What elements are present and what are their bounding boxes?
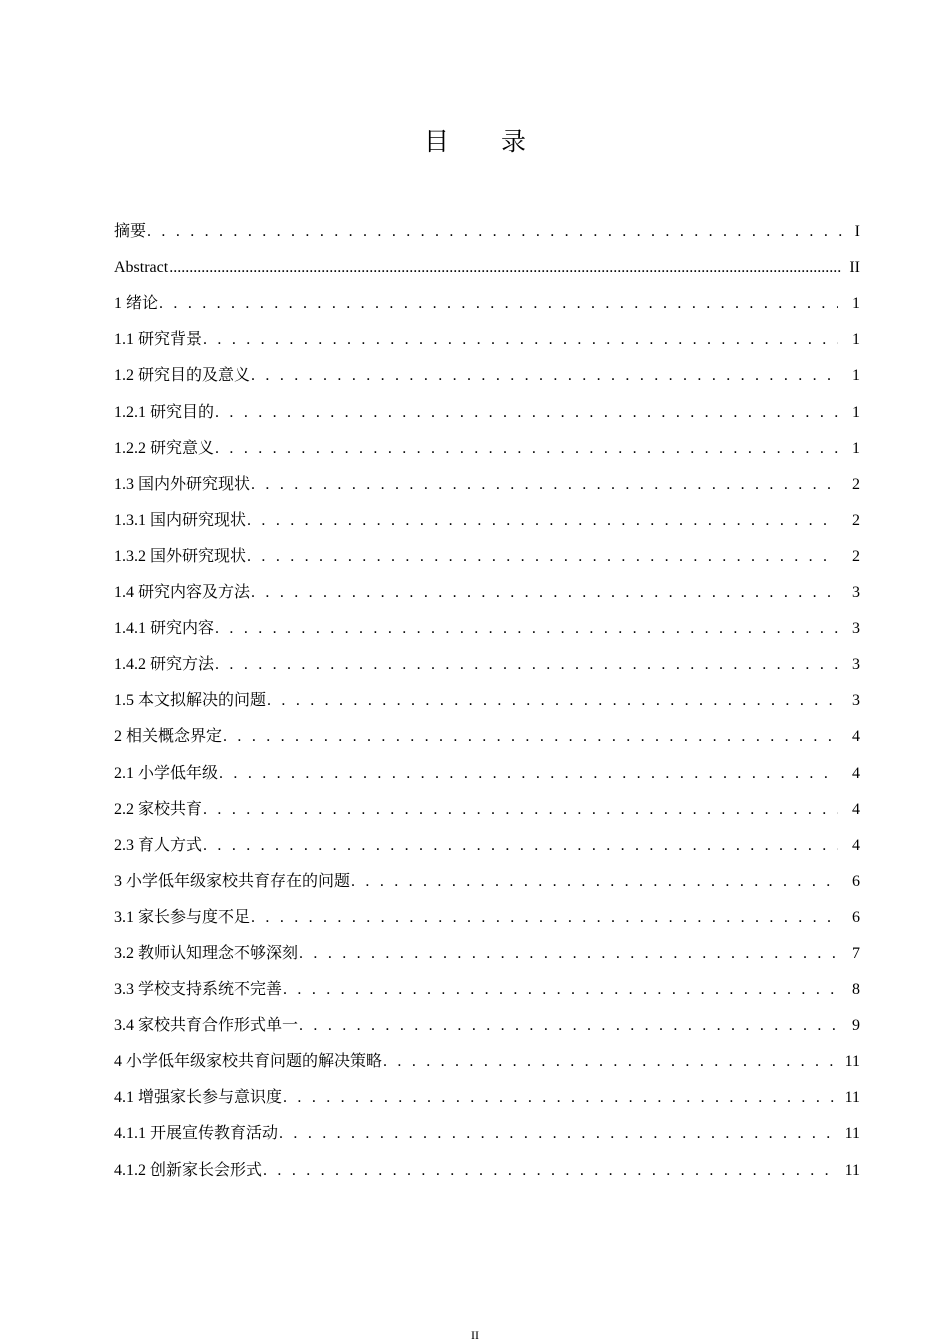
toc-entry-page: 4	[852, 728, 860, 746]
toc-entry-page: 1	[852, 367, 860, 385]
toc-entry-page: 1	[852, 403, 860, 421]
toc-entry-page: 4	[852, 800, 860, 818]
toc-dot-leader	[246, 547, 838, 567]
toc-dot-leader	[250, 908, 838, 928]
toc-dot-leader	[298, 944, 838, 964]
toc-entry-label: 1 绪论	[114, 295, 159, 313]
toc-dot-leader	[250, 583, 838, 603]
toc-entry-page: 3	[852, 584, 860, 602]
toc-dot-leader	[218, 764, 838, 784]
toc-entry-label: 1.2.1 研究目的	[114, 403, 215, 421]
toc-entry[interactable]	[114, 495, 860, 531]
toc-entry[interactable]	[114, 1072, 860, 1108]
toc-entry[interactable]	[114, 459, 860, 495]
toc-entry-label: 3.2 教师认知理念不够深刻	[114, 944, 299, 962]
toc-entry[interactable]	[114, 711, 860, 747]
toc-entry[interactable]	[114, 206, 860, 242]
toc-entry-label: 2.3 育人方式	[114, 836, 203, 854]
toc-entry-page: 2	[852, 511, 860, 529]
toc-dot-leader	[246, 511, 838, 531]
toc-entry-label: 3.1 家长参与度不足	[114, 908, 251, 926]
toc-entry-label: 4.1 增强家长参与意识度	[114, 1089, 283, 1107]
toc-dot-leader	[222, 727, 838, 747]
toc-entry-label: 1.3.2 国外研究现状	[114, 547, 247, 565]
toc-entry[interactable]	[114, 350, 860, 386]
toc-entry-page: II	[849, 259, 860, 277]
toc-entry[interactable]	[114, 820, 860, 856]
toc-dot-leader	[214, 619, 838, 639]
toc-entry[interactable]	[114, 1036, 860, 1072]
toc-entry-page: 2	[852, 475, 860, 493]
toc-entry-page: 11	[844, 1053, 860, 1071]
toc-entry-label: 3.4 家校共育合作形式单一	[114, 1017, 299, 1035]
toc-entry[interactable]	[114, 1000, 860, 1036]
toc-dot-leader	[214, 655, 838, 675]
toc-dot-leader	[298, 1016, 838, 1036]
toc-entry[interactable]	[114, 675, 860, 711]
toc-entry-label: 摘要	[114, 223, 147, 241]
toc-dot-leader	[158, 294, 838, 314]
toc-entry-label: 4 小学低年级家校共育问题的解决策略	[114, 1053, 383, 1071]
toc-entry-page: 6	[852, 872, 860, 890]
toc-entry[interactable]	[114, 1108, 860, 1144]
toc-dot-leader	[168, 258, 842, 278]
toc-entry[interactable]	[114, 603, 860, 639]
page-title: 目 录	[424, 127, 548, 156]
toc-entry-page: 1	[852, 295, 860, 313]
toc-dot-leader	[250, 475, 838, 495]
toc-entry[interactable]	[114, 639, 860, 675]
toc-entry-label: Abstract	[114, 259, 169, 277]
toc-entry-label: 1.4.1 研究内容	[114, 620, 215, 638]
toc-entry-label: 1.1 研究背景	[114, 331, 203, 349]
toc-entry[interactable]	[114, 423, 860, 459]
toc-dot-leader	[202, 836, 838, 856]
toc-entry-label: 3.3 学校支持系统不完善	[114, 981, 283, 999]
toc-dot-leader	[202, 330, 838, 350]
toc-entry-page: 1	[852, 439, 860, 457]
toc-entry[interactable]	[114, 928, 860, 964]
toc-entry[interactable]	[114, 784, 860, 820]
toc-entry-label: 1.3.1 国内研究现状	[114, 511, 247, 529]
toc-entry-page: 6	[852, 908, 860, 926]
toc-entry-label: 2.2 家校共育	[114, 800, 203, 818]
table-of-contents	[114, 206, 860, 1181]
toc-entry-page: 3	[852, 620, 860, 638]
toc-entry[interactable]	[114, 747, 860, 783]
toc-entry-label: 1.2.2 研究意义	[114, 439, 215, 457]
toc-entry-page: 1	[852, 331, 860, 349]
toc-entry-label: 1.4 研究内容及方法	[114, 584, 251, 602]
toc-entry-label: 1.5 本文拟解决的问题	[114, 692, 267, 710]
toc-entry[interactable]	[114, 567, 860, 603]
toc-entry-page: 11	[844, 1161, 860, 1179]
toc-entry-page: 3	[852, 692, 860, 710]
toc-entry-label: 1.4.2 研究方法	[114, 656, 215, 674]
toc-dot-leader	[262, 1161, 838, 1181]
toc-dot-leader	[146, 222, 843, 242]
footer-page-number: II	[471, 1328, 479, 1342]
toc-entry-page: 8	[852, 981, 860, 999]
toc-entry-label: 3 小学低年级家校共育存在的问题	[114, 872, 351, 890]
toc-entry-page: 2	[852, 547, 860, 565]
toc-dot-leader	[266, 691, 838, 711]
toc-entry-label: 4.1.1 开展宣传教育活动	[114, 1125, 279, 1143]
toc-entry[interactable]	[114, 278, 860, 314]
toc-dot-leader	[214, 439, 838, 459]
toc-entry-page: I	[854, 223, 860, 241]
toc-entry-page: 11	[844, 1125, 860, 1143]
toc-dot-leader	[282, 1088, 838, 1108]
toc-entry-label: 2.1 小学低年级	[114, 764, 219, 782]
toc-entry[interactable]	[114, 892, 860, 928]
toc-entry-page: 11	[844, 1089, 860, 1107]
toc-entry-page: 4	[852, 836, 860, 854]
toc-entry-page: 4	[852, 764, 860, 782]
toc-entry-page: 9	[852, 1017, 860, 1035]
toc-dot-leader	[278, 1124, 838, 1144]
toc-entry-label: 1.2 研究目的及意义	[114, 367, 251, 385]
toc-dot-leader	[350, 872, 838, 892]
toc-entry[interactable]	[114, 314, 860, 350]
toc-entry[interactable]	[114, 964, 860, 1000]
toc-entry-page: 3	[852, 656, 860, 674]
toc-entry[interactable]	[114, 856, 860, 892]
toc-dot-leader	[382, 1052, 838, 1072]
toc-entry[interactable]	[114, 1144, 860, 1180]
toc-entry-label: 4.1.2 创新家长会形式	[114, 1161, 263, 1179]
toc-entry[interactable]	[114, 242, 860, 278]
toc-entry[interactable]	[114, 386, 860, 422]
toc-entry-label: 2 相关概念界定	[114, 728, 223, 746]
toc-entry-page: 7	[852, 944, 860, 962]
toc-dot-leader	[282, 980, 838, 1000]
toc-dot-leader	[214, 403, 838, 423]
toc-entry-label: 1.3 国内外研究现状	[114, 475, 251, 493]
toc-entry[interactable]	[114, 531, 860, 567]
toc-dot-leader	[250, 366, 838, 386]
toc-dot-leader	[202, 800, 838, 820]
